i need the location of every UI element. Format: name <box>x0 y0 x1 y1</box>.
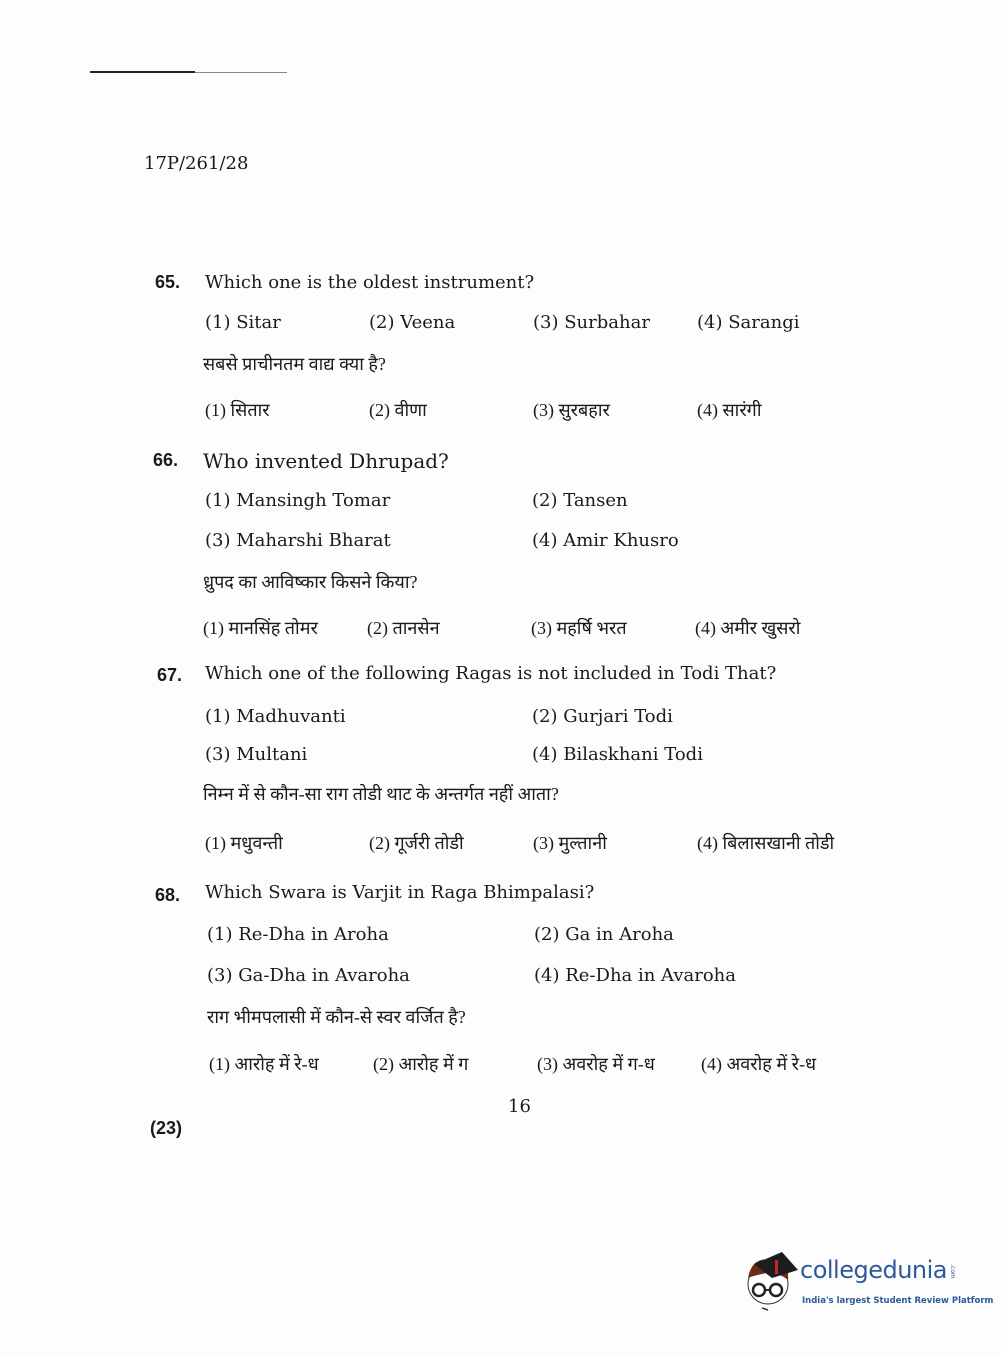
options-row-en <box>207 965 861 986</box>
options-row-en <box>205 490 859 511</box>
question-text-hi: निम्न में से कौन-सा राग तोडी थाट के अन्तर्गत नहीं आता? <box>203 784 559 804</box>
option: (1) Re-Dha in Aroha <box>207 924 389 945</box>
options-row-en <box>205 530 859 551</box>
option-hi: (3) महर्षि भरत <box>531 618 627 638</box>
option-hi: (2) वीणा <box>369 400 427 420</box>
option: (3) Multani <box>205 744 308 765</box>
option-hi: (2) आरोह में ग <box>373 1054 469 1074</box>
option-hi: (1) आरोह में रे-ध <box>209 1054 319 1074</box>
page-number: 16 <box>508 1096 531 1117</box>
mascot-icon <box>742 1250 800 1312</box>
logo-brand <box>800 1256 956 1284</box>
question-number: 65. <box>155 272 181 292</box>
question-text-en: Which one of the following Ragas is not included in Todi That? <box>205 663 777 684</box>
option: (1) Mansingh Tomar <box>205 490 391 511</box>
options-row-hi <box>205 831 861 855</box>
options-row-hi <box>209 1052 865 1076</box>
question-text-hi: ध्रुपद का आविष्कार किसने किया? <box>203 572 418 592</box>
option: (3) Ga-Dha in Avaroha <box>207 965 410 986</box>
options-row-hi <box>203 616 859 640</box>
question-text-en: Which one is the oldest instrument? <box>205 272 535 293</box>
question-number: 66. <box>153 450 179 470</box>
options-row-en <box>205 312 861 333</box>
option-hi: (4) अमीर खुसरो <box>695 618 801 638</box>
option: (1) Sitar <box>205 312 281 333</box>
collegedunia-logo <box>742 1250 992 1320</box>
option: (1) Madhuvanti <box>205 706 346 727</box>
options-row-en <box>207 924 861 945</box>
option-hi: (1) मानसिंह तोमर <box>203 618 318 638</box>
logo-name: collegedunia <box>800 1256 948 1284</box>
logo-tagline: India's largest Student Review Platform <box>802 1296 994 1306</box>
question-text-en: Who invented Dhrupad? <box>203 449 449 473</box>
option: (2) Veena <box>369 312 456 333</box>
options-row-en <box>205 744 859 765</box>
question-number: 68. <box>155 885 181 905</box>
option-hi: (2) तानसेन <box>367 618 440 638</box>
option: (4) Bilaskhani Todi <box>532 744 703 765</box>
option-hi: (4) सारंगी <box>697 400 762 420</box>
footer-code: (23) <box>150 1118 183 1138</box>
option-hi: (4) अवरोह में रे-ध <box>701 1054 817 1074</box>
option: (2) Tansen <box>532 490 628 511</box>
option: (2) Gurjari Todi <box>532 706 673 727</box>
options-row-hi <box>205 398 861 422</box>
question-text-hi: राग भीमपलासी में कौन-से स्वर वर्जित है? <box>207 1007 466 1027</box>
option: (4) Re-Dha in Avaroha <box>534 965 736 986</box>
option: (4) Sarangi <box>697 312 800 333</box>
option-hi: (1) मधुवन्ती <box>205 833 283 853</box>
header-rule-thin <box>195 72 287 73</box>
question-text-en: Which Swara is Varjit in Raga Bhimpalasi? <box>205 882 595 903</box>
header-rule <box>90 71 195 73</box>
option-hi: (1) सितार <box>205 400 270 420</box>
options-row-en <box>205 706 859 727</box>
question-text-hi: सबसे प्राचीनतम वाद्य क्या है? <box>203 354 386 374</box>
option: (4) Amir Khusro <box>532 530 679 551</box>
option-hi: (3) मुल्तानी <box>533 833 607 853</box>
option-hi: (3) सुरबहार <box>533 400 610 420</box>
paper-code: 17P/261/28 <box>144 153 249 174</box>
option-hi: (3) अवरोह में ग-ध <box>537 1054 655 1074</box>
question-number: 67. <box>157 665 183 685</box>
option: (3) Maharshi Bharat <box>205 530 391 551</box>
option: (3) Surbahar <box>533 312 650 333</box>
logo-com: .com <box>949 1264 957 1279</box>
option-hi: (4) बिलासखानी तोडी <box>697 833 835 853</box>
option: (2) Ga in Aroha <box>534 924 674 945</box>
option-hi: (2) गूर्जरी तोडी <box>369 833 464 853</box>
